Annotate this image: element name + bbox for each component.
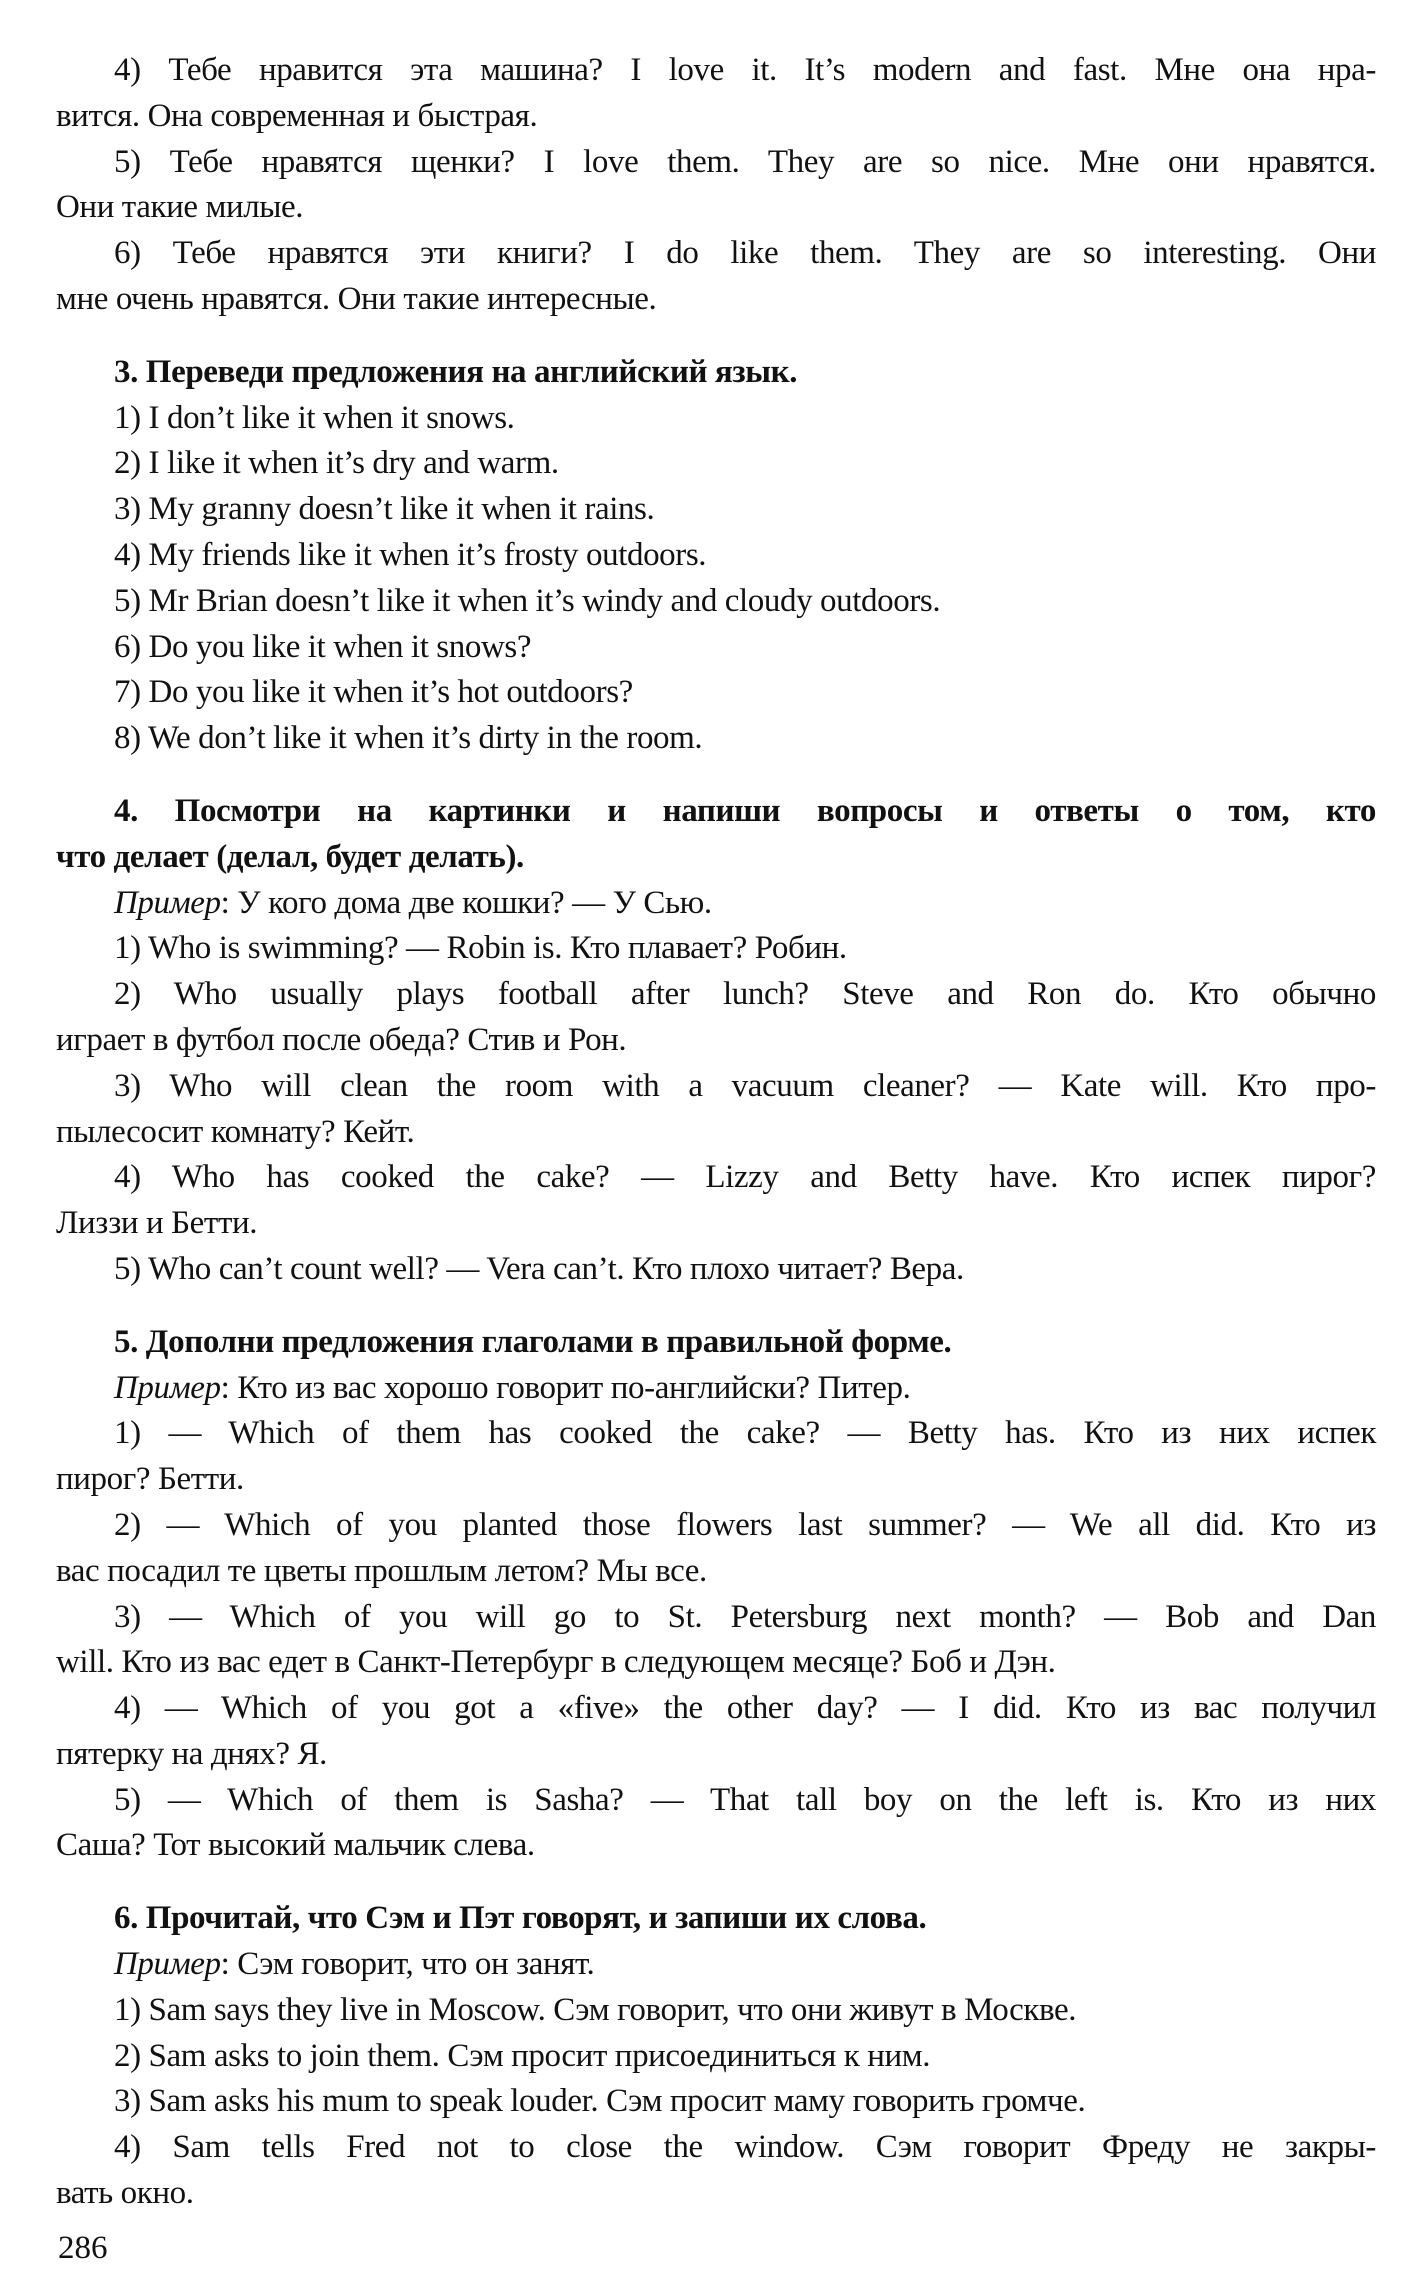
page-number: 286	[58, 2230, 108, 2266]
text-line: 6) Do you like it when it snows?	[114, 628, 532, 665]
answer-paragraph	[56, 2125, 1376, 2217]
answer-paragraph	[56, 396, 1376, 442]
text-line: 4. Посмотри на картинки и напиши вопросы и ответы о том, кто	[114, 792, 1376, 829]
text-line: что делает (делал, будет делать).	[56, 838, 524, 875]
text-line: вас посадил те цветы прошлым летом? Мы все.	[56, 1552, 707, 1589]
example-text: : У кого дома две кошки? — У Сью.	[220, 884, 712, 921]
text-line: 1) Sam says they live in Moscow. Сэм говорит, что они живут в Москве.	[114, 1991, 1077, 2028]
text-line: 6) Тебе нравятся эти книги? I do like them. They are so interesting. Они	[114, 235, 1376, 272]
text-line: 3) Sam asks his mum to speak louder. Сэм просит маму говорить громче.	[114, 2083, 1086, 2120]
text-line: пятерку на днях? Я.	[56, 1735, 327, 1772]
text-line: 4) — Which of you got a «five» the other day? — I did. Кто из вас получил	[114, 1690, 1376, 1727]
answer-paragraph	[56, 1411, 1376, 1503]
answer-paragraph	[56, 533, 1376, 579]
text-line: Они такие милые.	[56, 189, 304, 226]
exercise-heading	[56, 1320, 1376, 1366]
text-line: 4) Who has cooked the cake? — Lizzy and Betty have. Кто испек пирог?	[114, 1159, 1376, 1196]
text-line: 1) I don’t like it when it snows.	[114, 399, 515, 436]
exercise-heading	[56, 1896, 1376, 1942]
exercise-heading	[56, 789, 1376, 881]
text-line: 7) Do you like it when it’s hot outdoors?	[114, 674, 633, 711]
exercise-heading	[56, 350, 1376, 396]
text-line: 5) Mr Brian doesn’t like it when it’s windy and cloudy outdoors.	[114, 582, 941, 619]
exercise-section	[56, 48, 1376, 323]
text-line: вать окно.	[56, 2175, 194, 2212]
text-line: 1) Who is swimming? — Robin is. Кто плавает? Робин.	[114, 930, 847, 967]
text-line: 1) — Which of them has cooked the cake? — Betty has. Кто из них испек	[114, 1415, 1376, 1452]
example-text: : Кто из вас хорошо говорит по-английски? Питер.	[220, 1369, 911, 1406]
answer-paragraph	[56, 487, 1376, 533]
text-line: 3) My granny doesn’t like it when it rains.	[114, 491, 655, 528]
text-line: 3. Переведи предложения на английский язык.	[114, 353, 798, 390]
answer-paragraph	[56, 2079, 1376, 2125]
text-line: 2) — Which of you planted those flowers last summer? — We all did. Кто из	[114, 1506, 1376, 1543]
example-label: Пример	[114, 1369, 221, 1406]
text-line: 5) — Which of them is Sasha? — That tall boy on the left is. Кто из них	[114, 1781, 1376, 1818]
text-line: 3) — Which of you will go to St. Petersburg next month? — Bob and Dan	[114, 1598, 1376, 1635]
answer-paragraph	[56, 1247, 1376, 1293]
answer-paragraph	[56, 972, 1376, 1064]
text-line: Саша? Тот высокий мальчик слева.	[56, 1827, 535, 1864]
document-page	[56, 48, 1376, 2217]
answer-paragraph	[56, 1503, 1376, 1595]
text-line: 4) Тебе нравится эта машина? I love it. It’s modern and fast. Мне она нра-	[114, 52, 1376, 88]
text-line: 5) Who can’t count well? — Vera can’t. Кто плохо читает? Вера.	[114, 1250, 964, 1287]
text-line: пирог? Бетти.	[56, 1461, 244, 1498]
answer-paragraph	[56, 716, 1376, 762]
answer-paragraph	[56, 1686, 1376, 1778]
answer-paragraph	[56, 231, 1376, 323]
text-line: пылесосит комнату? Кейт.	[56, 1113, 415, 1150]
text-line: 2) Who usually plays football after lunch? Steve and Ron do. Кто обычно	[114, 976, 1376, 1013]
text-line: 8) We don’t like it when it’s dirty in the room.	[114, 720, 703, 757]
text-line: вится. Она современная и быстрая.	[56, 97, 538, 134]
answer-paragraph	[56, 441, 1376, 487]
text-line: Лиззи и Бетти.	[56, 1205, 258, 1242]
example-label: Пример	[114, 884, 221, 921]
answer-paragraph	[56, 579, 1376, 625]
text-line: 6. Прочитай, что Сэм и Пэт говорят, и запиши их слова.	[114, 1900, 927, 1937]
example-line	[56, 1366, 1376, 1412]
text-line: 3) Who will clean the room with a vacuum cleaner? — Kate will. Кто про-	[114, 1067, 1376, 1104]
example-line	[56, 881, 1376, 927]
exercise-section	[56, 350, 1376, 762]
answer-paragraph	[56, 140, 1376, 232]
text-line: мне очень нравятся. Они такие интересные.	[56, 280, 657, 317]
exercise-section	[56, 1320, 1376, 1870]
text-line: will. Кто из вас едет в Санкт-Петербург в следующем месяце? Боб и Дэн.	[56, 1644, 1056, 1681]
text-line: 4) Sam tells Fred not to close the window. Сэм говорит Фреду не закры-	[114, 2129, 1376, 2166]
answer-paragraph	[56, 1064, 1376, 1156]
text-line: 4) My friends like it when it’s frosty outdoors.	[114, 536, 707, 573]
answer-paragraph	[56, 625, 1376, 671]
answer-paragraph	[56, 48, 1376, 140]
answer-paragraph	[56, 1595, 1376, 1687]
answer-paragraph	[56, 926, 1376, 972]
example-line	[56, 1942, 1376, 1988]
answer-paragraph	[56, 1988, 1376, 2034]
text-line: 2) I like it when it’s dry and warm.	[114, 445, 559, 482]
text-line: 5) Тебе нравятся щенки? I love them. They are so nice. Мне они нравятся.	[114, 143, 1376, 180]
answer-paragraph	[56, 2034, 1376, 2080]
exercise-section	[56, 789, 1376, 1293]
text-line: 5. Дополни предложения глаголами в правильной форме.	[114, 1323, 952, 1360]
answer-paragraph	[56, 1778, 1376, 1870]
exercise-section	[56, 1896, 1376, 2217]
answer-paragraph	[56, 670, 1376, 716]
example-label: Пример	[114, 1946, 221, 1983]
answer-paragraph	[56, 1155, 1376, 1247]
text-line: играет в футбол после обеда? Стив и Рон.	[56, 1021, 627, 1058]
example-text: : Сэм говорит, что он занят.	[220, 1946, 595, 1983]
text-line: 2) Sam asks to join them. Сэм просит присоединиться к ним.	[114, 2037, 931, 2074]
